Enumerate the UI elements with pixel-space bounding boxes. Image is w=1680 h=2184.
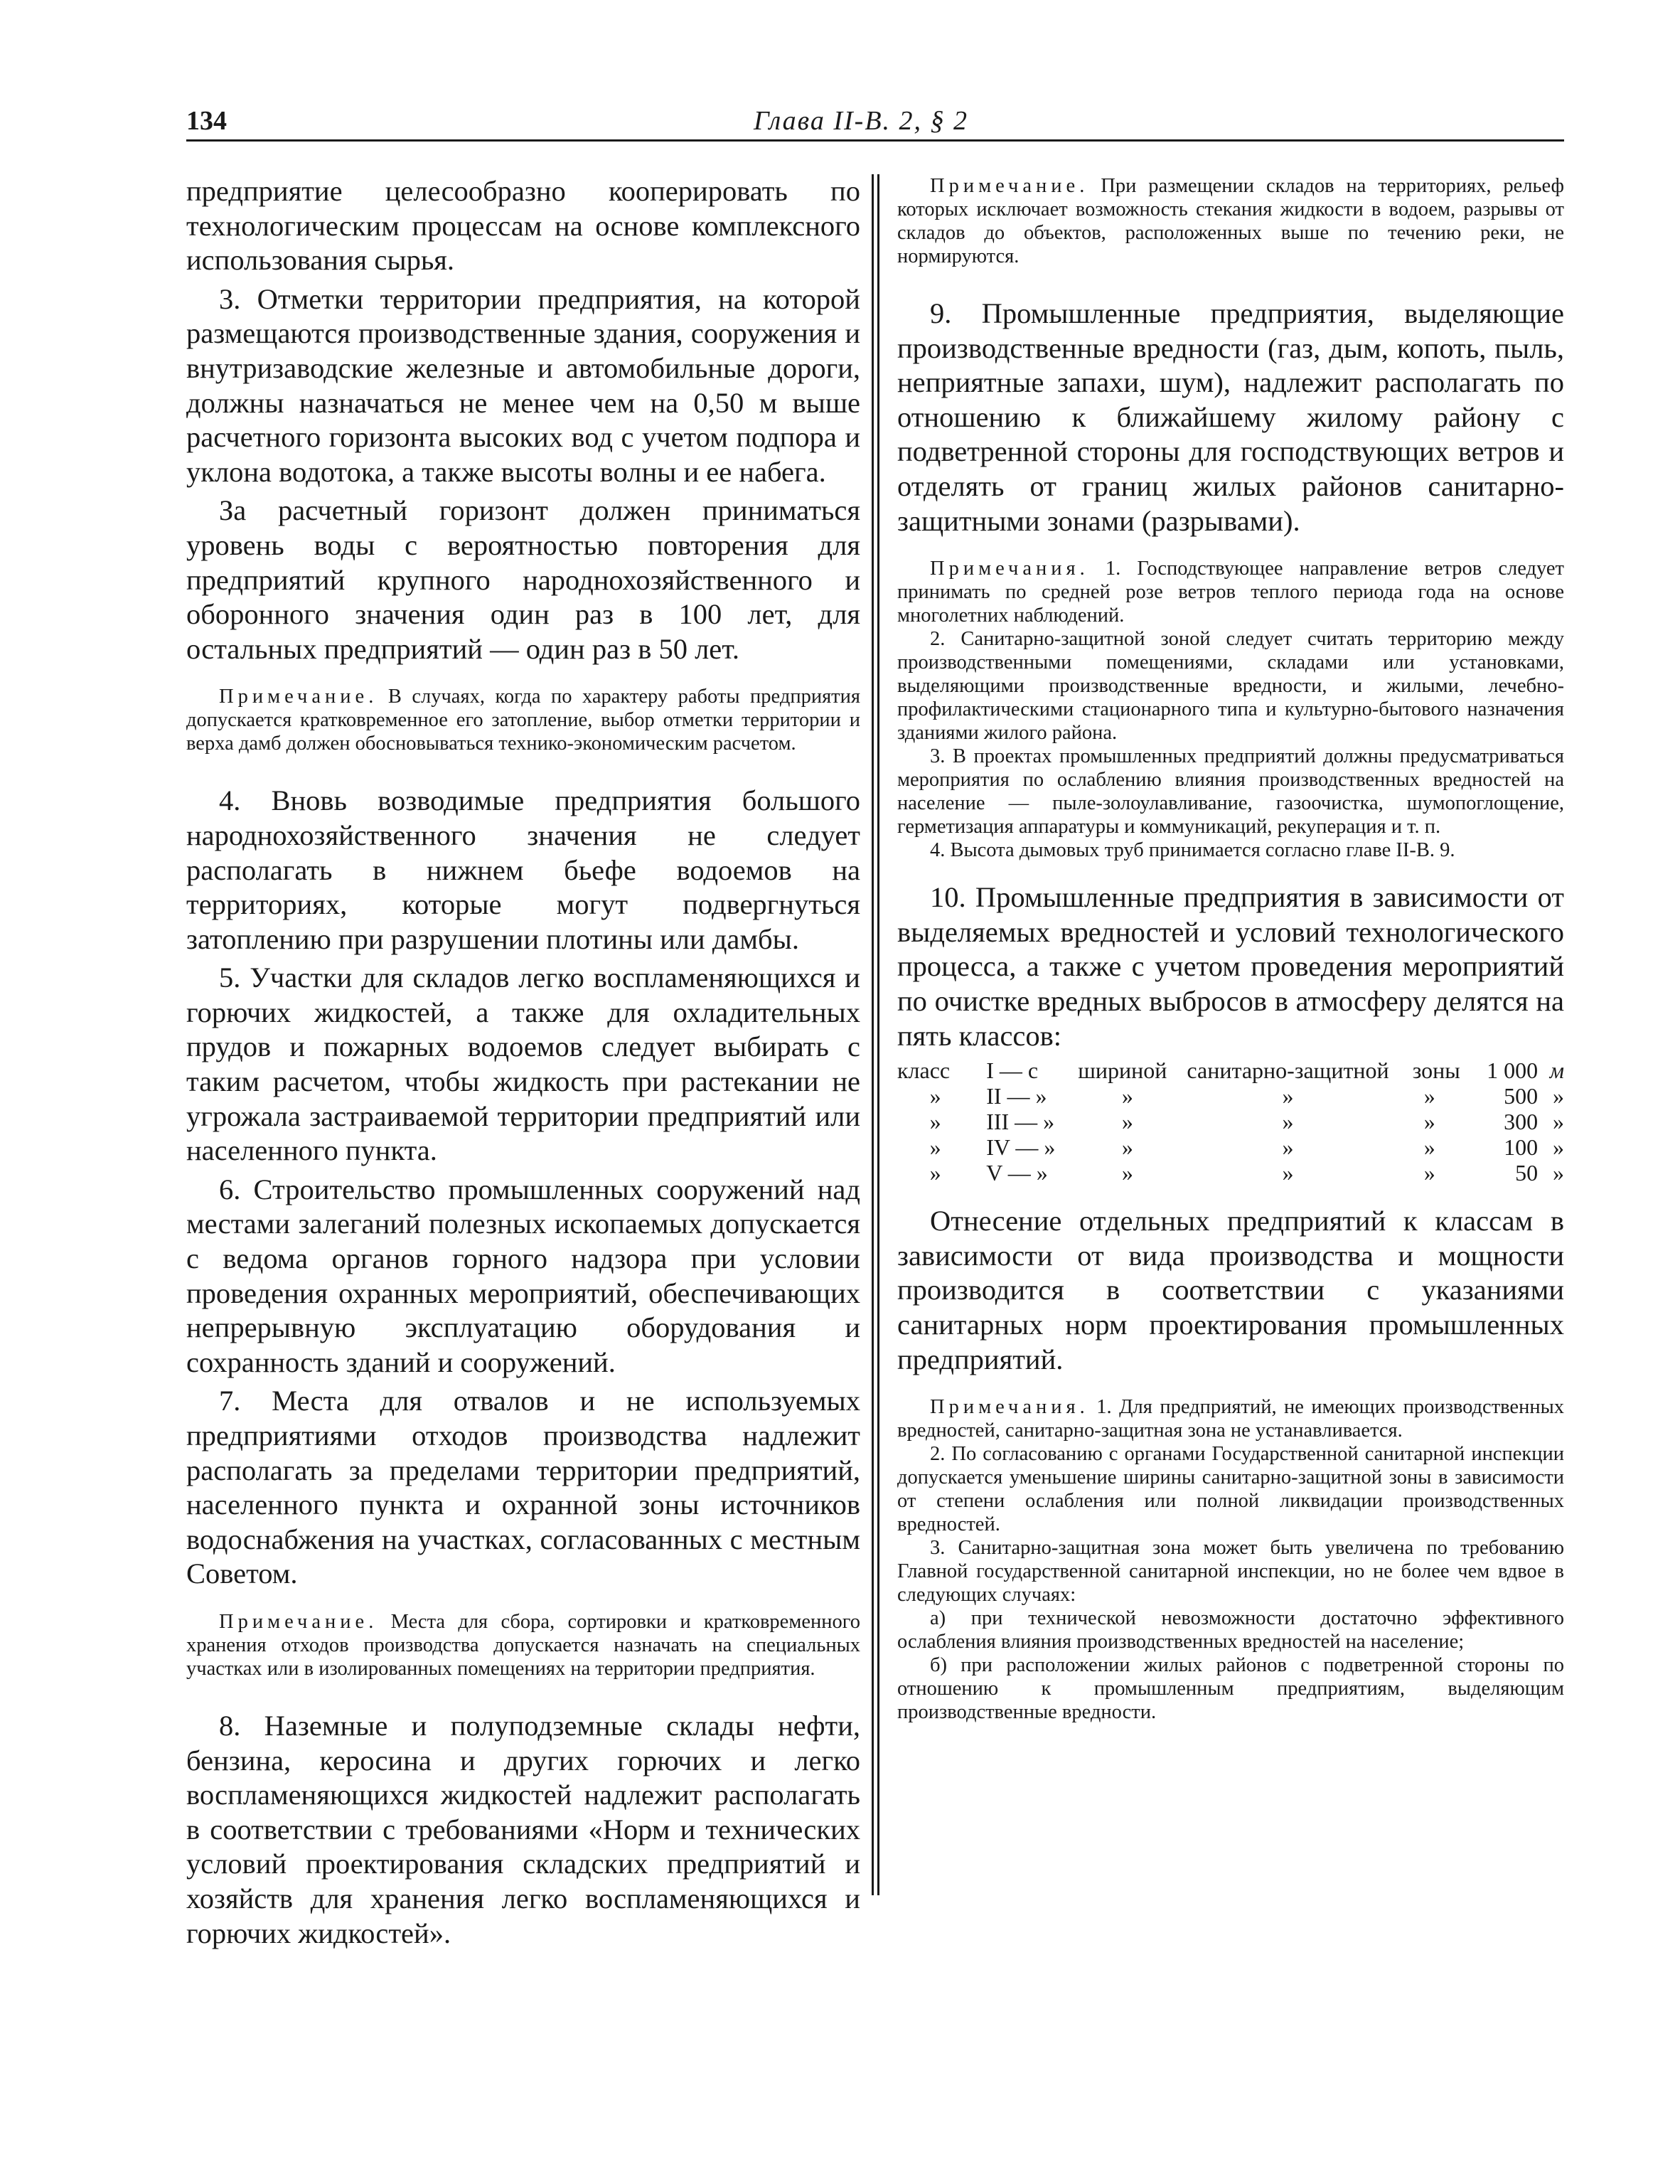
notes-9-item-2: 2. Санитарно-защитной зоной следует считать территорию между производственными помещениями, складами или установками, выделяющими производственные вредности, и жилыми, лечебно-профилактическими стационарного типа и культурно-бытового назначения зданиями жилого района. — [897, 628, 1564, 745]
note-3 — [186, 685, 860, 755]
note-text: При размещении складов на территориях, рельеф которых исключает возможность стекания жидкости в водоем, разрывы от складов до объектов, расположенных выше по течению реки, не нормируются. — [897, 175, 1564, 267]
notes-10-item-2: 2. По согласованию с органами Государственной санитарной инспекции допускается уменьшение ширины санитарно-защитной зоны в зависимости от степени ослабления или полной ликвидации производственных вредностей. — [897, 1443, 1564, 1536]
note-7 — [186, 1610, 860, 1680]
notes-10-item-3: 3. Санитарно-защитная зона может быть увеличена по требованию Главной государственной санитарной инспекции, но не более чем вдвое в следующих случаях: — [897, 1537, 1564, 1607]
class-cell: » — [1121, 1134, 1133, 1161]
class-cell: » — [929, 1109, 941, 1135]
paragraph-8: 8. Наземные и полуподземные склады нефти, бензина, керосина и других горючих и легко воспламеняющихся жидкостей надлежит располагать в соответствии с требованиями «Норм и технических условий проектирования складских предприятий и хозяйств для хранения легко воспламеняющихся и горючих жидкостей». — [186, 1709, 860, 1949]
class-cell: II — » — [986, 1083, 1047, 1109]
class-cell: » — [1121, 1160, 1133, 1186]
notes-10-item-3a: а) при технической невозможности достаточно эффективного ослабления влияния производственных вредностей на население; — [897, 1607, 1564, 1653]
notes-label: Примечания. — [930, 1396, 1089, 1419]
header-rule — [186, 139, 1564, 142]
class-cell: » — [1553, 1109, 1564, 1135]
paragraph-3: 3. Отметки территории предприятия, на которой размещаются производственные здания, сооружения и внутризаводские железные и автомобильные дороги, должны назначаться не менее чем на 0,50 м выше расчетного горизонта высоких вод с учетом подпора и уклона водотока, а также высоты волны и ее набега. — [186, 282, 860, 488]
note-text: 1. Господствующее направление ветров следует принимать по средней розе ветров теплого периода года на основе многолетних наблюдений. — [897, 558, 1564, 627]
class-cell: зоны — [1412, 1058, 1460, 1084]
class-cell: м — [1549, 1058, 1564, 1084]
class-row — [897, 1109, 1564, 1134]
class-cell: » — [1553, 1134, 1564, 1161]
paragraph-10b: Отнесение отдельных предприятий к классам в зависимости от вида производства и мощности производится в соответствии с указаниями санитарных норм проектирования промышленных предприятий. — [897, 1205, 1564, 1375]
paragraph-7: 7. Места для отвалов и не используемых предприятиями отходов производства надлежит располагать за пределами территории предприятий, населенного пункта и охранной зоны источников водоснабжения на участках, согласованных с местным Советом. — [186, 1385, 860, 1590]
notes-9-item-1 — [897, 557, 1564, 627]
right-column — [897, 174, 1564, 1724]
left-column — [186, 174, 860, 1951]
class-cell: IV — » — [986, 1134, 1056, 1161]
class-cell: » — [1423, 1083, 1435, 1109]
paragraph-9: 9. Промышленные предприятия, выделяющие производственные вредности (газ, дым, копоть, пыль, неприятные запахи, шум), надлежит располагать по отношению к ближайшему жилому району с подветренной стороны для господствующих ветров и отделять от границ жилых районов санитарно-защитными зонами (разрывами). — [897, 297, 1564, 537]
class-cell: » — [929, 1083, 941, 1109]
classes-table — [897, 1058, 1564, 1186]
class-cell: V — » — [986, 1160, 1048, 1186]
class-cell: 1 000 — [1487, 1058, 1539, 1084]
note-label: Примечание. — [930, 175, 1089, 197]
class-cell: » — [1282, 1083, 1294, 1109]
paragraph-5: 5. Участки для складов легко воспламеняющихся и горючих жидкостей, а также для охладительных прудов и пожарных водоемов следует выбирать с таким расчетом, чтобы жидкость при растекании не угрожала застраиваемой территории предприятий или населенного пункта. — [186, 962, 860, 1167]
class-cell: » — [1553, 1160, 1564, 1186]
class-row — [897, 1083, 1564, 1109]
note-text: Места для сбора, сортировки и кратковременного хранения отходов производства допускается назначать на специальных участках или в изолированных помещениях на территории предприятия. — [186, 1610, 860, 1680]
class-row — [897, 1160, 1564, 1186]
class-cell: » — [1282, 1160, 1294, 1186]
paragraph-10: 10. Промышленные предприятия в зависимости от выделяемых вредностей и условий технологического процесса, а также с учетом проведения мероприятий по очистке вредных выбросов в атмосферу делятся на пять классов: — [897, 881, 1564, 1052]
running-header: Глава II-В. 2, § 2 — [754, 106, 969, 136]
class-cell: санитарно-защитной — [1187, 1058, 1389, 1084]
class-cell: 300 — [1504, 1109, 1539, 1135]
note-text: 1. Для предприятий, не имеющих производственных вредностей, санитарно-защитная зона не устанавливается. — [897, 1396, 1564, 1442]
class-cell: » — [1553, 1083, 1564, 1109]
class-cell: » — [1282, 1109, 1294, 1135]
class-cell: 100 — [1504, 1134, 1539, 1161]
class-cell: 50 — [1515, 1160, 1539, 1186]
class-cell: 500 — [1504, 1083, 1539, 1109]
paragraph-6: 6. Строительство промышленных сооружений над местами залеганий полезных ископаемых допускается с ведома органов горного надзора при условии проведения охранных мероприятий, обеспечивающих непрерывную эксплуатацию оборудования и сохранность зданий и сооружений. — [186, 1173, 860, 1378]
note-label: Примечание. — [219, 1610, 378, 1633]
column-divider-left — [872, 174, 874, 1895]
class-cell: » — [1121, 1083, 1133, 1109]
class-cell: III — » — [986, 1109, 1055, 1135]
class-row — [897, 1134, 1564, 1160]
notes-9-item-3: 3. В проектах промышленных предприятий должны предусматриваться мероприятия по ослаблению влияния производственных вредностей на население — пыле-золоулавливание, газоочистка, шумопоглощение, герметизация аппаратуры и коммуникаций, рекуперация и т. п. — [897, 745, 1564, 838]
paragraph-4: 4. Вновь возводимые предприятия большого народнохозяйственного значения не следует располагать в нижнем бьефе водоемов на территориях, которые могут подвергнуться затоплению при разрушении плотины или дамбы. — [186, 784, 860, 955]
notes-10-item-3b: б) при расположении жилых районов с подветренной стороны по отношению к промышленным предприятиям, выделяющим производственные вредности. — [897, 1654, 1564, 1724]
column-divider-right — [877, 174, 879, 1895]
note-text: В случаях, когда по характеру работы предприятия допускается кратковременное его затопление, выбор отметки территории и верха дамб должен обосновываться технико-экономическим расчетом. — [186, 686, 860, 755]
class-cell: класс — [897, 1058, 951, 1084]
notes-9-item-4: 4. Высота дымовых труб принимается согласно главе II-В. 9. — [930, 839, 1455, 862]
page-number: 134 — [186, 106, 227, 136]
class-cell: » — [1423, 1109, 1435, 1135]
paragraph-3b: За расчетный горизонт должен приниматься уровень воды с вероятностью повторения для предприятий крупного народнохозяйственного и оборонного значения один раз в 100 лет, для остальных предприятий — один раз в 50 лет. — [186, 494, 860, 665]
paragraph-intro: предприятие целесообразно кооперировать по технологическим процессам на основе комплексного использования сырья. — [186, 175, 860, 277]
class-cell: I — с — [986, 1058, 1039, 1084]
class-row — [897, 1058, 1564, 1083]
class-cell: » — [929, 1160, 941, 1186]
notes-10-item-1 — [897, 1395, 1564, 1442]
class-cell: » — [1121, 1109, 1133, 1135]
note-label: Примечание. — [219, 686, 378, 708]
class-cell: » — [1423, 1160, 1435, 1186]
class-cell: » — [1423, 1134, 1435, 1161]
notes-label: Примечания. — [930, 558, 1089, 580]
note-8 — [897, 174, 1564, 268]
class-cell: шириной — [1078, 1058, 1167, 1084]
class-cell: » — [929, 1134, 941, 1161]
class-cell: » — [1282, 1134, 1294, 1161]
